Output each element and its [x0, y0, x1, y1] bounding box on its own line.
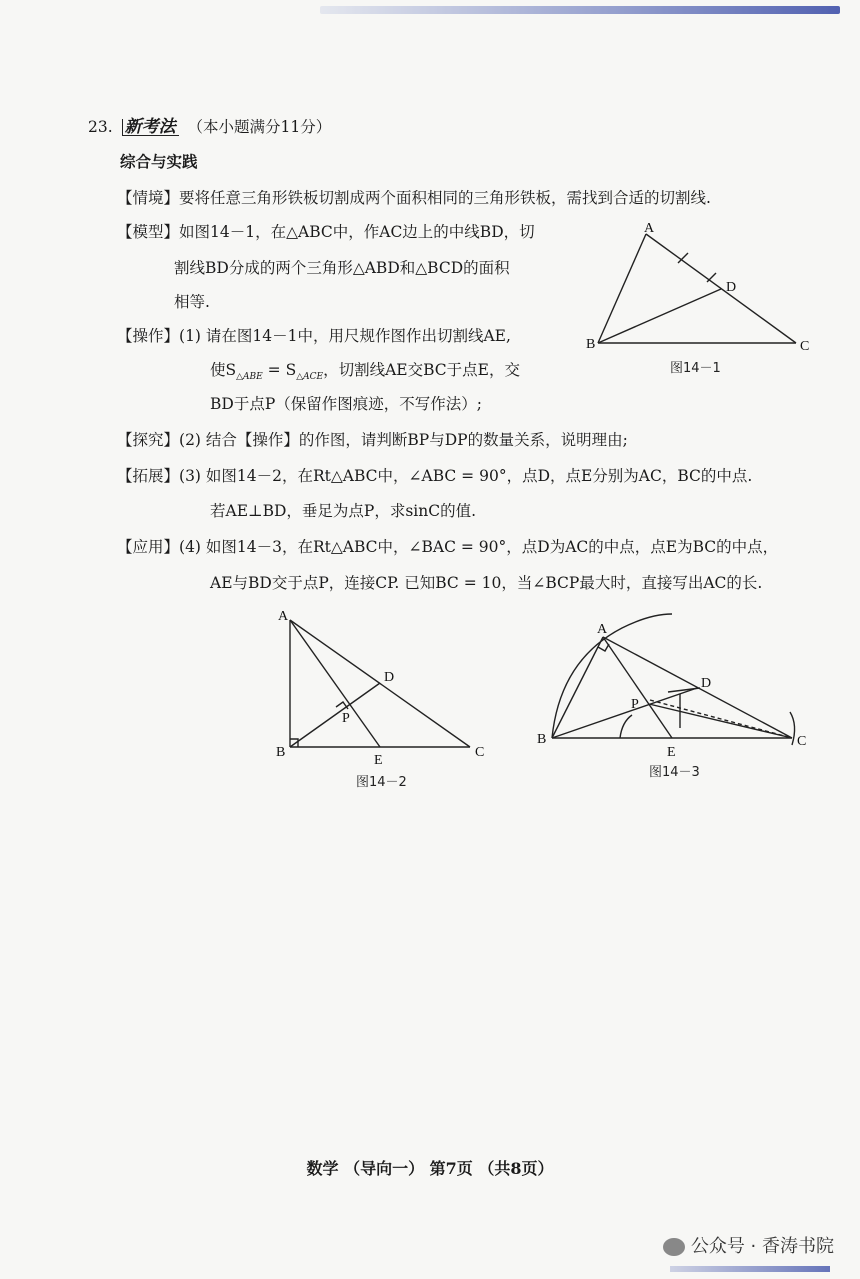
model-line1: 如图14－1，在△ABC中，作AC边上的中线BD，切	[179, 223, 535, 241]
fig2-label-a: A	[278, 609, 289, 624]
fig2-label-c: C	[475, 745, 485, 760]
fig3-arc	[552, 614, 672, 738]
subscript-ace: △ACE	[296, 372, 324, 382]
fig1-label-c: C	[800, 339, 810, 354]
fig3-caption: 图14－3	[649, 765, 700, 780]
situation-tag: 【情境】	[117, 189, 180, 207]
fig1-caption: 图14－1	[670, 361, 721, 376]
fig3-small-arc	[620, 715, 632, 738]
apply-tag: 【应用】	[117, 538, 180, 556]
model-line3: 相等.	[174, 293, 210, 311]
extend-line2: 若AE⊥BD，垂足为点P，求sinC的值.	[210, 502, 477, 520]
scan-footer-bar	[670, 1266, 830, 1272]
fig2-label-d: D	[384, 670, 395, 685]
explore-tag: 【探究】	[117, 431, 180, 449]
fig3-segment-cp	[649, 704, 792, 738]
fig3-label-b: B	[537, 732, 547, 747]
apply-line1: (4) 如图14－3，在Rt△ABC中，∠BAC = 90°，点D为AC的中点，点E为BC的中点，	[179, 538, 779, 556]
extend-line1: (3) 如图14－2，在Rt△ABC中，∠ABC = 90°，点D，点E分别为AC，BC的中点.	[179, 467, 753, 485]
section-title: 综合与实践	[120, 152, 198, 171]
fig1-label-a: A	[644, 221, 655, 236]
question-points: （本小题满分11分）	[187, 118, 332, 136]
fig3-label-c: C	[797, 734, 807, 749]
fig2-label-p: P	[342, 711, 350, 726]
fig2-label-b: B	[276, 745, 286, 760]
fig3-mark-c	[790, 712, 795, 745]
subscript-abe: △ABE	[236, 372, 263, 382]
situation-text: 要将任意三角形铁板切割成两个面积相同的三角形铁板，需找到合适的切割线.	[179, 189, 711, 207]
fig1-label-b: B	[586, 337, 596, 352]
fig2-caption: 图14－2	[356, 775, 407, 790]
operation-line2: 使$S_{\triangle ABE} = S_{\triangle ACE}$，切割线AE交BC于点E，交	[210, 361, 520, 382]
fig3-label-a: A	[597, 622, 608, 637]
model-tag: 【模型】	[117, 223, 180, 241]
fig2-label-e: E	[374, 753, 383, 768]
fig3-segment-ae	[603, 637, 672, 738]
operation-tag: 【操作】	[117, 327, 180, 345]
fig3-construction-2	[668, 688, 700, 692]
extend-tag: 【拓展】	[117, 467, 180, 485]
fig3-label-p: P	[631, 697, 639, 712]
apply-line2: AE与BD交于点P，连接CP. 已知BC = 10，当∠BCP最大时，直接写出AC的长.	[210, 574, 763, 592]
explore-text: (2) 结合【操作】的作图，请判断BP与DP的数量关系，说明理由;	[179, 431, 628, 449]
fig1-label-d: D	[726, 280, 737, 295]
fig3-label-e: E	[667, 745, 676, 760]
operation-line3: BD于点P（保留作图痕迹，不写作法）;	[210, 395, 482, 413]
watermark	[663, 1232, 834, 1258]
wechat-icon	[663, 1238, 685, 1256]
watermark-text: 公众号 · 香涛书院	[690, 1236, 834, 1257]
operation-line1: (1) 请在图14－1中，用尺规作图作出切割线AE,	[179, 327, 511, 345]
fig3-side-ac	[603, 637, 792, 738]
question-number: 23.	[88, 118, 113, 136]
model-line2: 割线BD分成的两个三角形△ABD和△BCD的面积	[174, 259, 510, 277]
new-method-badge: 新考法	[122, 119, 179, 136]
page-footer: 数学 （导向一） 第7页 （共8页）	[306, 1159, 554, 1178]
fig3-label-d: D	[701, 676, 712, 691]
